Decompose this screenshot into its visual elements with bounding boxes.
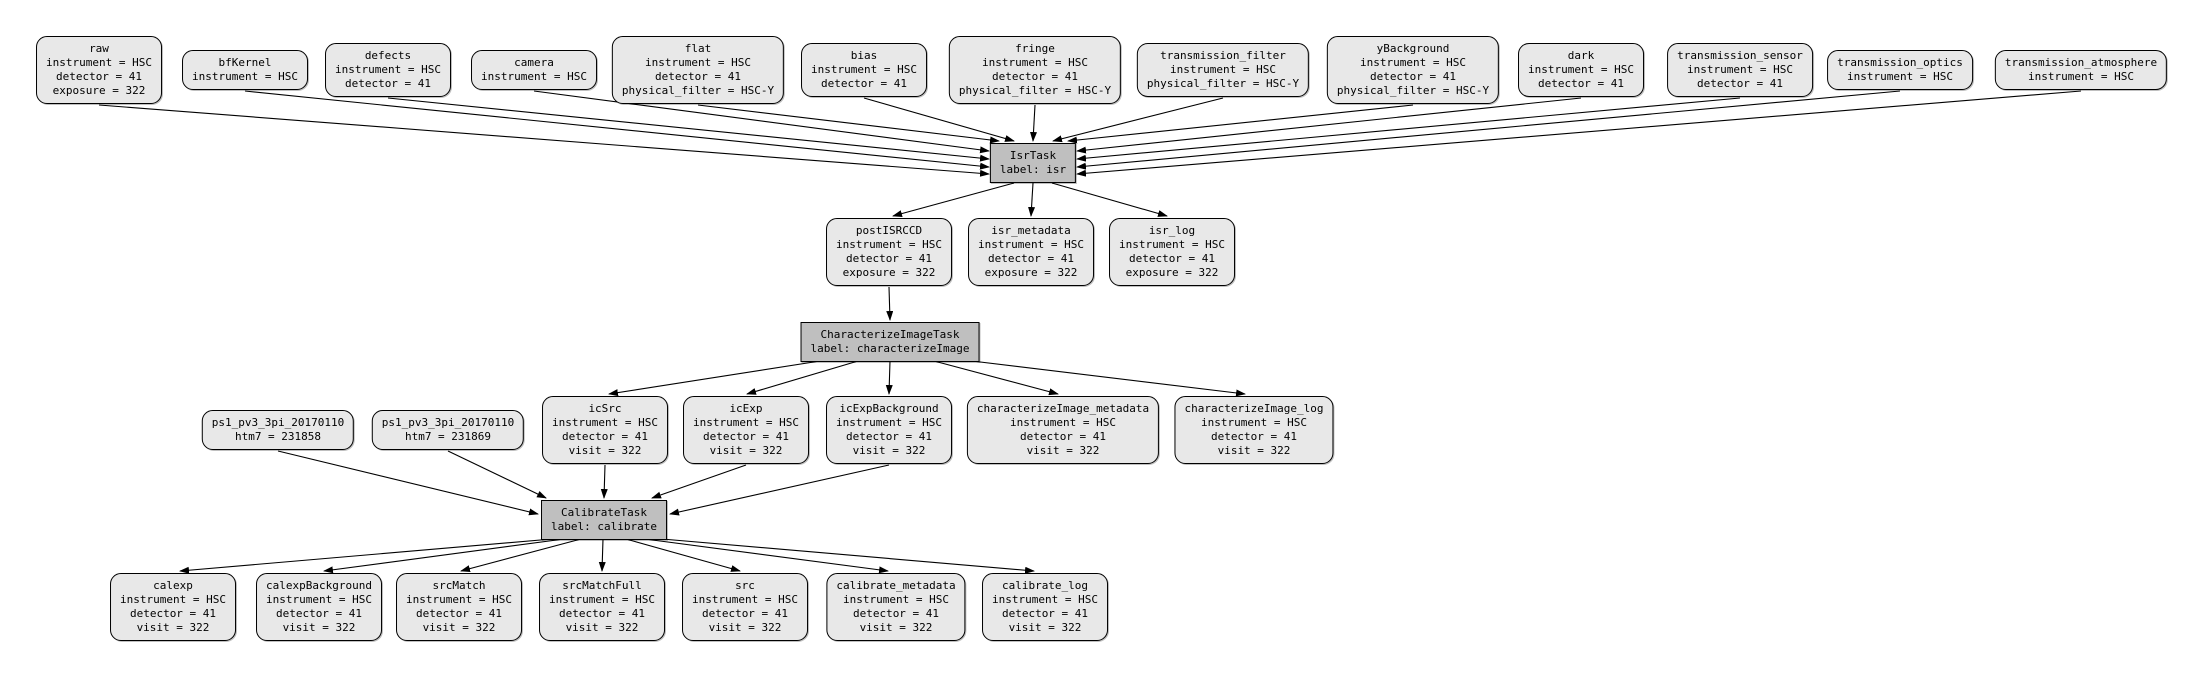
node-title: raw [89,42,109,55]
node-attr: detector = 41 [987,252,1075,265]
node-title: characterizeImage_metadata [976,402,1150,415]
node-icExpBackground [826,396,952,464]
node-attr: exposure = 322 [842,266,936,279]
node-isr-log [1109,218,1235,286]
node-attr: instrument = HSC [46,56,152,69]
node-title: defects [364,49,412,62]
node-attr: exposure = 322 [984,266,1078,279]
node-attr: detector = 41 [415,607,503,620]
node-attr: instrument = HSC [836,416,942,429]
node-srcMatchFull [539,573,665,641]
node-calexp [110,573,236,641]
node-title: calibrate_log [1001,579,1089,592]
node-defects [325,43,451,97]
node-raw [36,36,162,104]
node-attr: instrument = HSC [2028,70,2134,83]
node-attr: visit = 322 [852,444,926,457]
node-attr: instrument = HSC [1010,416,1116,429]
node-attr: instrument = HSC [552,416,658,429]
node-attr: visit = 322 [422,621,496,634]
node-attr: instrument = HSC [335,63,441,76]
node-dark [1518,43,1644,97]
node-attr: physical_filter = HSC-Y [1336,84,1490,97]
node-attr: visit = 322 [282,621,356,634]
node-postISRCCD [826,218,952,286]
node-attr: visit = 322 [136,621,210,634]
node-attr: htm7 = 231869 [404,430,492,443]
node-icSrc [542,396,668,464]
node-title: characterizeImage_log [1184,402,1324,415]
task-label: label: calibrate [551,520,657,533]
node-title: dark [1567,49,1595,62]
node-characterizeImage-task [801,322,980,362]
node-attr: exposure = 322 [52,84,146,97]
node-attr: instrument = HSC [549,593,655,606]
node-attr: detector = 41 [845,252,933,265]
node-attr: detector = 41 [1369,70,1457,83]
node-attr: exposure = 322 [1125,266,1219,279]
node-title: calexpBackground [266,579,372,592]
task-title: IsrTask [1009,149,1057,162]
node-camera [471,50,597,90]
node-attr: visit = 322 [1026,444,1100,457]
node-yBackground [1327,36,1499,104]
node-attr: detector = 41 [991,70,1079,83]
node-attr: instrument = HSC [1847,70,1953,83]
node-attr: instrument = HSC [406,593,512,606]
node-title: camera [514,56,554,69]
node-attr: detector = 41 [275,607,363,620]
node-attr: physical_filter = HSC-Y [1146,77,1300,90]
node-attr: instrument = HSC [1201,416,1307,429]
node-title: icSrc [588,402,622,415]
node-attr: detector = 41 [129,607,217,620]
node-attr: instrument = HSC [992,593,1098,606]
node-attr: instrument = HSC [982,56,1088,69]
node-transmission-optics [1827,50,1973,90]
node-attr: instrument = HSC [843,593,949,606]
node-attr: instrument = HSC [266,593,372,606]
node-attr: detector = 41 [1001,607,1089,620]
task-title: CalibrateTask [560,506,648,519]
node-attr: visit = 322 [708,621,782,634]
node-attr: detector = 41 [55,70,143,83]
node-calibrate-metadata [826,573,965,641]
node-attr: instrument = HSC [120,593,226,606]
node-title: transmission_sensor [1677,49,1803,62]
node-title: calexp [153,579,193,592]
node-attr: detector = 41 [654,70,742,83]
node-attr: detector = 41 [1537,77,1625,90]
node-title: yBackground [1376,42,1450,55]
node-title: ps1_pv3_3pi_20170110 [381,416,515,429]
node-title: calibrate_metadata [836,579,956,592]
node-attr: detector = 41 [702,430,790,443]
node-characterizeImage-metadata [967,396,1159,464]
task-title: CharacterizeImageTask [820,328,960,341]
node-attr: instrument = HSC [836,238,942,251]
node-transmission-sensor [1667,43,1813,97]
node-ps1-refcat-231869 [372,410,524,450]
node-title: icExp [729,402,763,415]
node-attr: detector = 41 [561,430,649,443]
edge-lines [99,91,2081,571]
node-attr: detector = 41 [852,607,940,620]
node-calibrate-log [982,573,1108,641]
node-title: flat [684,42,712,55]
node-bias [801,43,927,97]
node-ps1-refcat-231858 [202,410,354,450]
node-attr: htm7 = 231858 [234,430,322,443]
node-transmission-filter [1137,43,1309,97]
node-isr-task [990,143,1076,183]
node-attr: detector = 41 [1128,252,1216,265]
node-bfKernel [182,50,308,90]
node-title: srcMatchFull [562,579,642,592]
node-attr: detector = 41 [1696,77,1784,90]
node-attr: instrument = HSC [645,56,751,69]
node-title: bfKernel [218,56,272,69]
node-title: srcMatch [432,579,486,592]
node-attr: detector = 41 [1019,430,1107,443]
node-src [682,573,808,641]
node-calibrate-task [541,500,667,540]
node-attr: detector = 41 [701,607,789,620]
node-title: fringe [1015,42,1055,55]
node-attr: instrument = HSC [1528,63,1634,76]
node-attr: visit = 322 [565,621,639,634]
node-isr-metadata [968,218,1094,286]
node-attr: physical_filter = HSC-Y [958,84,1112,97]
node-attr: detector = 41 [845,430,933,443]
node-attr: detector = 41 [820,77,908,90]
node-title: bias [850,49,878,62]
node-title: ps1_pv3_3pi_20170110 [211,416,345,429]
node-title: transmission_atmosphere [2004,56,2158,69]
node-title: icExpBackground [839,402,939,415]
node-attr: instrument = HSC [1360,56,1466,69]
node-title: isr_metadata [991,224,1071,237]
node-attr: instrument = HSC [481,70,587,83]
node-attr: visit = 322 [709,444,783,457]
node-title: transmission_filter [1160,49,1286,62]
node-flat [612,36,784,104]
node-attr: instrument = HSC [811,63,917,76]
node-transmission-atmosphere [1995,50,2167,90]
node-calexpBackground [256,573,382,641]
node-fringe [949,36,1121,104]
node-characterizeImage-log [1174,396,1333,464]
node-attr: detector = 41 [558,607,646,620]
node-attr: physical_filter = HSC-Y [621,84,775,97]
node-attr: instrument = HSC [978,238,1084,251]
node-title: transmission_optics [1837,56,1963,69]
node-attr: visit = 322 [1008,621,1082,634]
node-attr: instrument = HSC [1687,63,1793,76]
node-icExp [683,396,809,464]
task-label: label: isr [999,163,1067,176]
node-attr: instrument = HSC [1170,63,1276,76]
node-srcMatch [396,573,522,641]
task-label: label: characterizeImage [810,342,970,355]
node-title: postISRCCD [855,224,923,237]
node-attr: instrument = HSC [192,70,298,83]
node-attr: detector = 41 [344,77,432,90]
node-attr: instrument = HSC [692,593,798,606]
node-title: src [735,579,755,592]
node-attr: visit = 322 [859,621,933,634]
node-title: isr_log [1148,224,1196,237]
node-attr: instrument = HSC [693,416,799,429]
node-attr: detector = 41 [1210,430,1298,443]
node-attr: instrument = HSC [1119,238,1225,251]
node-attr: visit = 322 [1217,444,1291,457]
node-attr: visit = 322 [568,444,642,457]
